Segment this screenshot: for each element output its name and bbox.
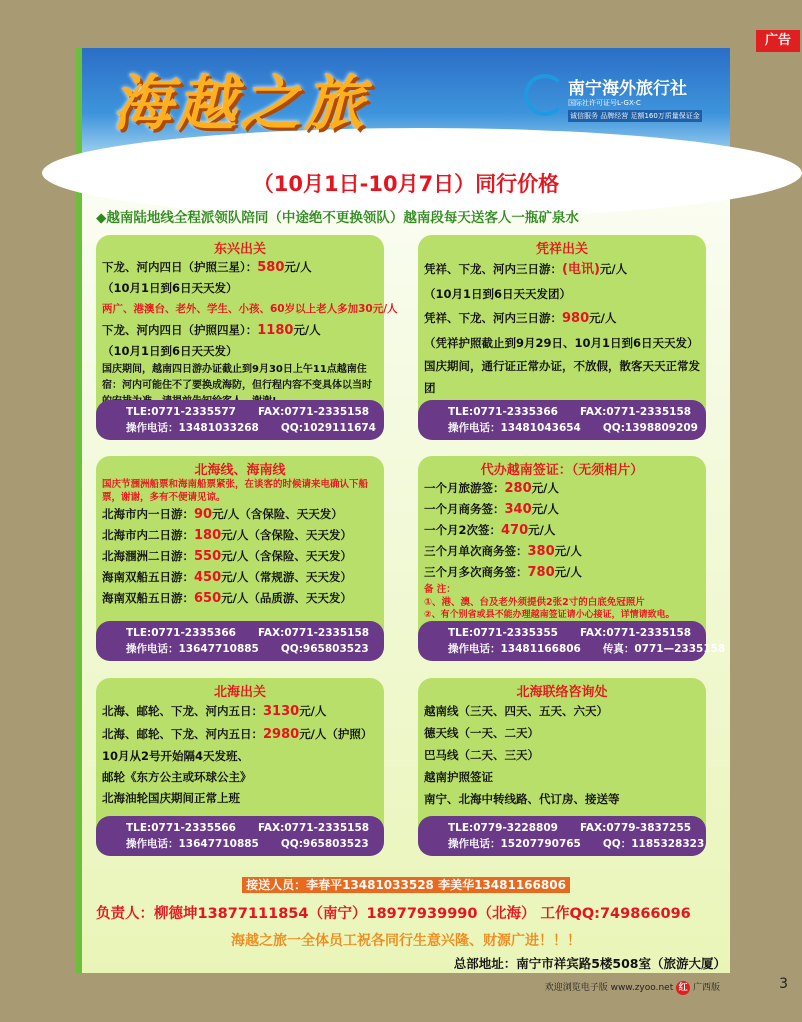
price-line: 北海市内二日游：180元/人（含保险、天天发）	[102, 528, 352, 543]
contact-bar	[96, 621, 384, 661]
red-badge-icon: 红	[676, 981, 690, 995]
info-line: 10月从2号开始隔4天发班、	[102, 749, 250, 763]
tel: TLE:0771-2335355	[448, 627, 558, 639]
info-line: （10月1日到6日天天发）	[102, 344, 238, 358]
notice-text: 国庆期间，通行证正常办证，不放假，散客天天正常发团	[424, 359, 700, 395]
contact-bar	[418, 816, 706, 856]
remark-label: 备 注：	[424, 584, 456, 595]
box-title: 北海出关	[213, 685, 266, 700]
info-line: 北海油轮国庆期间正常上班	[102, 791, 240, 805]
price-line: 一个月商务签：340元/人	[424, 502, 559, 517]
wishes-line: 海越之旅一全体员工祝各同行生意兴隆、财源广进！！！	[231, 933, 581, 949]
ad-tag: 广告	[756, 30, 800, 52]
footer	[545, 980, 720, 995]
tel: TLE:0771-2335566	[126, 822, 236, 834]
service-line: 巴马线（二天、三天）	[424, 748, 539, 762]
hq-address: 总部地址：南宁市祥宾路5楼508室（旅游大厦）	[453, 956, 726, 971]
surcharge-line: 两广、港澳台、老外、学生、小孩、60岁以上老人多加30元/人	[102, 303, 398, 315]
info-line: （10月1日到6日天天发团）	[424, 287, 572, 301]
box-title: 北海联络咨询处	[516, 685, 608, 700]
intro-line: ◆越南陆地线全程派领队陪同（中途绝不更换领队）越南段每天送客人一瓶矿泉水	[96, 210, 579, 226]
price-line: 海南双船五日游：650元/人（品质游、天天发）	[102, 591, 352, 606]
price-line: 北海涠洲二日游：550元/人（含保险、天天发）	[102, 549, 352, 564]
remark-line: ①、港、澳、台及老外须提供2张2寸的白底免冠照片	[424, 597, 645, 608]
service-line: 越南护照签证	[424, 770, 493, 784]
service-line: 德天线（一天、二天）	[424, 726, 539, 740]
leader-contact: 负责人：柳德坤13877111854（南宁）18977939990（北海） 工作QQ:749866096	[96, 906, 691, 922]
fax: FAX:0771-2335158	[257, 822, 370, 834]
qq: QQ:1029111674	[280, 422, 376, 434]
box-title: 代办越南签证：（无须相片）	[480, 463, 644, 478]
box-beihai-exit	[96, 678, 384, 856]
notice-text: 国庆期间，越南四日游办证截止到9月30日上午11点越南住宿：河内可能住不了要换成海防，但行程内容不变具体以当时	[102, 364, 372, 391]
fax: FAX:0771-2335158	[257, 406, 370, 418]
op-phone: 操作电话：13647710885	[126, 643, 259, 655]
op-phone: 操作电话：13647710885	[126, 838, 259, 850]
info-line: （10月1日到6日天天发）	[102, 281, 238, 295]
info-line: （凭祥护照截止到9月29日、10月1日到6日天天发）	[424, 336, 699, 350]
tel: TLE:0779-3228809	[448, 822, 558, 834]
footer-text: 欢迎浏览电子版 www.zyoo.net	[544, 983, 674, 993]
service-line: 越南线（三天、四天、五天、六天）	[424, 704, 608, 718]
op-phone: 操作电话：13481166806	[448, 643, 581, 655]
contact-bar	[418, 621, 726, 661]
edition-label: 广西版	[692, 983, 720, 993]
box-beihai-hainan	[96, 456, 384, 661]
tel: TLE:0771-2335577	[126, 406, 236, 418]
notice-text: 国庆节涠洲船票和海南船票紧张，在谈客的时候请来电确认下船票，谢谢，多有不便请见谅。	[102, 479, 369, 503]
price-line: 一个月2次签：470元/人	[424, 523, 556, 538]
price-line: 三个月多次商务签：780元/人	[424, 565, 582, 580]
price-line: 北海、邮轮、下龙、河内五日：2980元/人（护照）	[102, 727, 373, 742]
op-phone: 操作电话：13481043654	[448, 422, 581, 434]
box-beihai-office	[418, 678, 706, 856]
fax: FAX:0771-2335158	[579, 406, 692, 418]
box-title: 凭祥出关	[535, 242, 588, 257]
price-line: 凭祥、下龙、河内三日游：980元/人	[424, 311, 617, 326]
box-visa	[418, 456, 726, 661]
qq: QQ:965803523	[280, 838, 369, 850]
qq: QQ:965803523	[280, 643, 369, 655]
header-banner	[82, 48, 730, 168]
contact-bar	[96, 816, 384, 856]
brand-title: 海越之旅	[112, 69, 368, 139]
qq: QQ:1398809209	[602, 422, 698, 434]
price-line: 海南双船五日游：450元/人（常规游、天天发）	[102, 570, 352, 585]
fax: FAX:0771-2335158	[257, 627, 370, 639]
op-phone: 操作电话：13481033268	[126, 422, 259, 434]
remark-line: ②、有个别省或县不能办理越南签证请小心接证，详情请致电。	[424, 610, 675, 620]
contact-bar	[418, 400, 706, 440]
box-pingxiang	[418, 235, 706, 440]
price-line: 北海市内一日游：90元/人（含保险、天天发）	[102, 507, 343, 522]
box-title: 东兴出关	[213, 242, 266, 257]
agency-license: 国际社许可证号L-GX-C	[568, 99, 641, 107]
price-line: 下龙、河内四日（护照四星）：1180元/人	[102, 323, 321, 338]
price-line: 北海、邮轮、下龙、河内五日：3130元/人	[102, 704, 327, 719]
price-line: 三个月单次商务签：380元/人	[424, 544, 582, 559]
fax2: 传真：0771—2335158	[602, 643, 726, 655]
fax: FAX:0779-3837255	[579, 822, 692, 834]
agency-slogan: 诚信服务 品牌经营 足额160万质量保证金	[570, 112, 700, 120]
pickup-staff: 接送人员：李春平13481033528 李美华13481166806	[82, 876, 730, 893]
agency-logo-icon	[524, 74, 566, 116]
op-phone: 操作电话：15207790765	[448, 838, 581, 850]
contact-bar	[96, 400, 384, 440]
price-line: 一个月旅游签：280元/人	[424, 481, 559, 496]
box-title: 北海线、海南线	[194, 463, 286, 478]
qq: QQ：1185328323	[602, 838, 705, 850]
price-line: 下龙、河内四日（护照三星）：580元/人	[102, 260, 312, 275]
page-number: 3	[779, 976, 788, 992]
price-line: 凭祥、下龙、河内三日游：(电讯)元/人	[424, 262, 628, 277]
box-dongxing	[96, 235, 398, 440]
info-line: 邮轮《东方公主或环球公主》	[102, 770, 252, 784]
tel: TLE:0771-2335366	[448, 406, 558, 418]
main-title: （10月1日-10月7日）同行价格	[252, 172, 560, 196]
advert-page	[76, 48, 730, 973]
service-line: 南宁、北海中转线路、代订房、接送等	[424, 792, 620, 806]
tel: TLE:0771-2335366	[126, 627, 236, 639]
agency-name: 南宁海外旅行社	[568, 79, 687, 99]
fax: FAX:0771-2335158	[579, 627, 692, 639]
